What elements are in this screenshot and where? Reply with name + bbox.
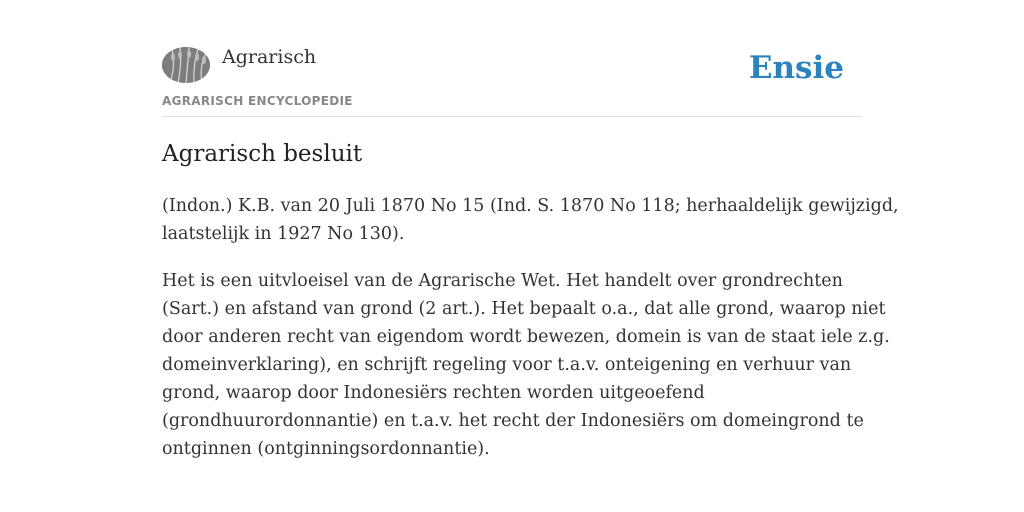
paragraph-line: (Sart.) en afstand van grond (2 art.). Het bepaalt o.a., dat alle grond, waarop niet: [162, 299, 886, 319]
article-paragraph: [162, 267, 890, 463]
brand-logo[interactable]: Ensie: [748, 50, 844, 86]
paragraph-line: (grondhuurordonnantie) en t.a.v. het recht der Indonesiërs om domeingrond te: [162, 411, 864, 431]
wheat-icon[interactable]: [162, 47, 210, 83]
paragraph-line: laatstelijk in 1927 No 130).: [162, 224, 405, 244]
paragraph-line: door anderen recht van eigendom wordt bewezen, domein is van de staat iele z.g.: [162, 327, 890, 347]
header: [162, 0, 862, 117]
paragraph-line: grond, waarop door Indonesiërs rechten worden uitgeoefend: [162, 383, 705, 403]
page-container: [162, 0, 899, 459]
paragraph-line: ontginnen (ontginningsordonnantie).: [162, 439, 490, 459]
paragraph-line: domeinverklaring), en schrijft regeling voor t.a.v. onteigening en verhuur van: [162, 355, 852, 375]
paragraph-line: (Indon.) K.B. van 20 Juli 1870 No 15 (Ind. S. 1870 No 118; herhaaldelijk gewijzigd,: [162, 196, 899, 216]
article-title: Agrarisch besluit: [162, 141, 363, 167]
article-paragraph: [162, 192, 899, 248]
source-subtitle[interactable]: AGRARISCH ENCYCLOPEDIE: [162, 94, 353, 108]
paragraph-line: Het is een uitvloeisel van de Agrarische Wet. Het handelt over grondrechten: [162, 271, 843, 291]
source-name[interactable]: Agrarisch: [222, 46, 317, 68]
